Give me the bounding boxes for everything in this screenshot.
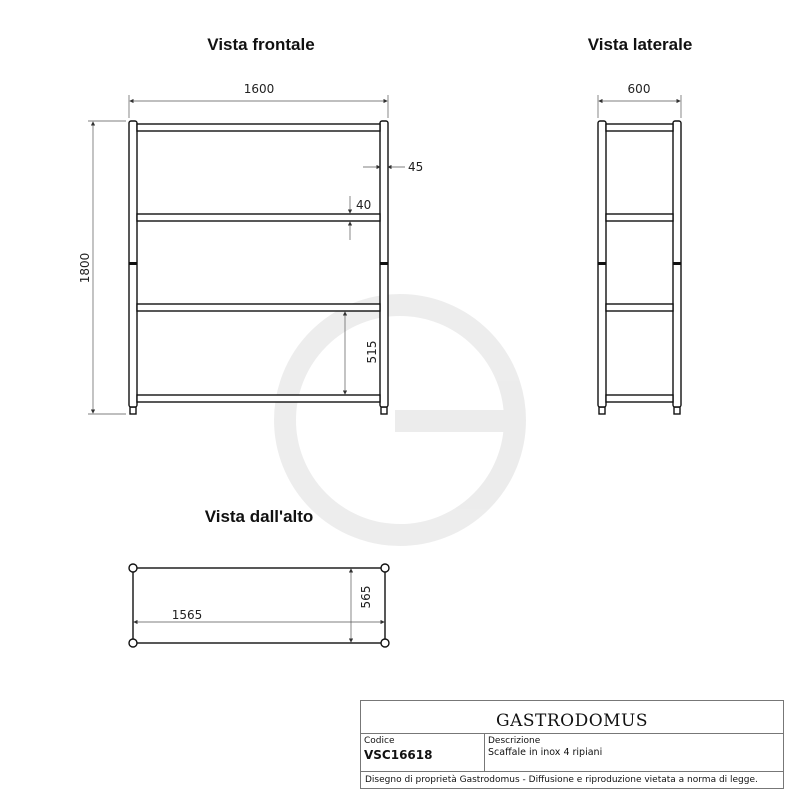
dim-top-depth: 565 (359, 585, 373, 609)
dim-top-width: 1565 (171, 608, 203, 622)
dim-front-height: 1800 (78, 252, 92, 284)
code-value: VSC16618 (364, 748, 433, 762)
side-view (598, 121, 681, 414)
code-label: Codice (364, 736, 395, 746)
dim-post-width: 45 (408, 160, 424, 174)
top-view (129, 564, 389, 647)
brand-logo (361, 701, 783, 734)
dim-shelf-gap: 515 (365, 340, 379, 364)
dim-front-width: 1600 (243, 82, 275, 96)
watermark-logo (285, 305, 515, 535)
description-value: Scaffale in inox 4 ripiani (488, 747, 603, 758)
top-view-title: Vista dall'alto (204, 507, 314, 526)
front-view-title: Vista frontale (207, 35, 315, 54)
brand-name: GASTRODOMUS (495, 711, 649, 731)
dim-side-depth: 600 (627, 82, 651, 96)
description-label: Descrizione (488, 736, 541, 746)
front-view (129, 121, 388, 414)
side-dimensions (598, 82, 681, 118)
ownership-notice: Disegno di proprietà Gastrodomus - Diffusione e riproduzione vietata a norma di legge. (365, 775, 758, 785)
side-view-title: Vista laterale (587, 35, 693, 54)
title-block (360, 700, 784, 789)
dim-shelf-thickness: 40 (356, 198, 372, 212)
